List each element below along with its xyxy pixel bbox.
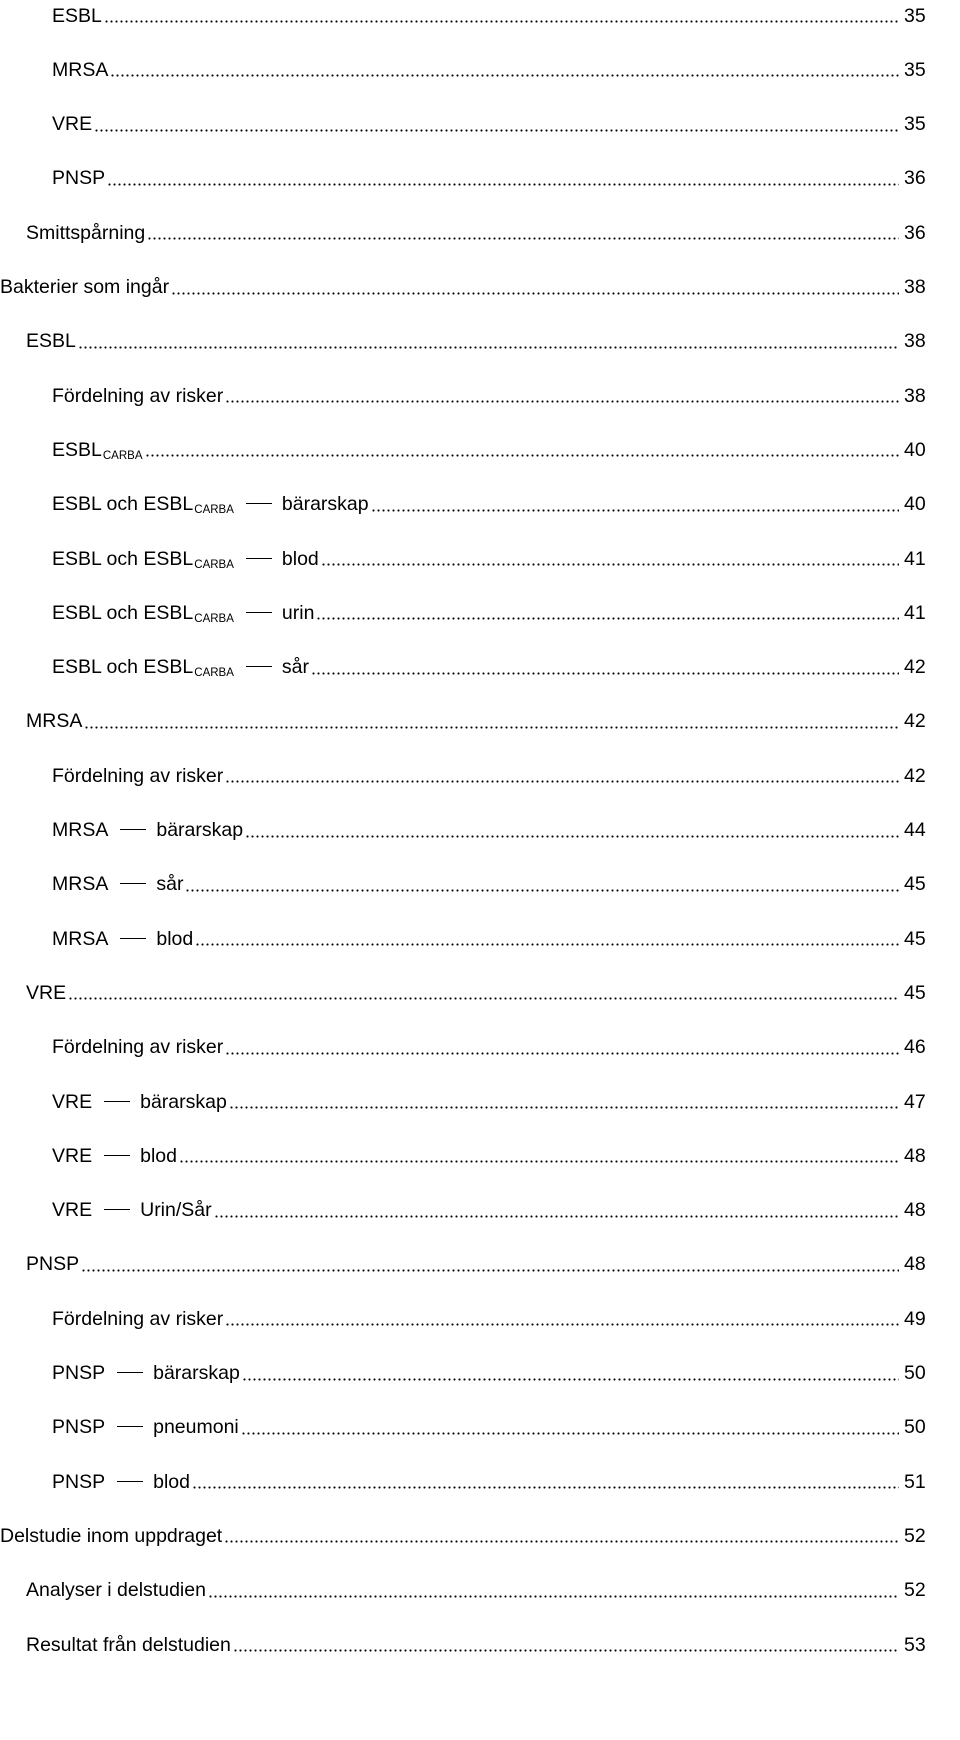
page-number: 50 — [904, 1362, 926, 1384]
dot-leader — [110, 74, 899, 77]
em-dash-separator — [117, 1426, 143, 1427]
toc-entry-text: VRE — [26, 981, 67, 1004]
toc-entry-text: ESBL och ESBL — [52, 601, 194, 624]
page-number: 51 — [904, 1470, 926, 1493]
toc-entry-text: ESBL — [26, 330, 76, 353]
toc-entry[interactable] — [0, 539, 960, 569]
toc-entry-label — [52, 547, 319, 571]
dot-leader — [245, 835, 899, 838]
toc-entry-text: Fördelning av risker — [52, 1307, 224, 1330]
toc-entry-text: PNSP — [26, 1253, 80, 1276]
page-number: 38 — [904, 276, 926, 298]
toc-entry-text: ESBL och ESBL — [52, 547, 194, 570]
toc-entry[interactable] — [0, 865, 960, 895]
toc-entry[interactable] — [0, 1082, 960, 1112]
page-number: 36 — [904, 221, 926, 244]
toc-entry-label — [52, 1307, 224, 1330]
toc-entry-text: VRE — [52, 1199, 93, 1222]
page-number: 45 — [904, 927, 926, 950]
dot-leader — [147, 237, 899, 240]
toc-entry[interactable] — [0, 1028, 960, 1058]
page-number: 49 — [904, 1307, 926, 1330]
dot-leader — [233, 1649, 899, 1652]
toc-entry[interactable] — [0, 376, 960, 406]
page-number: 42 — [904, 764, 926, 787]
toc-entry-label — [52, 1201, 212, 1221]
dot-leader — [225, 780, 899, 783]
toc-entry[interactable] — [0, 1462, 960, 1492]
em-dash-separator — [120, 829, 146, 830]
dot-leader — [84, 726, 899, 729]
dot-leader — [78, 346, 899, 349]
toc-entry-subscript: CARBA — [194, 667, 234, 680]
page-number: 47 — [904, 1090, 926, 1113]
toc-entry-text: PNSP — [52, 1470, 106, 1493]
page-number: 48 — [904, 1144, 926, 1167]
toc-entry-text: VRE — [52, 1144, 93, 1167]
toc-entry[interactable] — [0, 1516, 960, 1546]
toc-entry-label — [52, 658, 309, 678]
toc-entry-text: MRSA — [52, 58, 109, 81]
toc-entry-subtopic: urin — [281, 601, 315, 624]
toc-entry-label — [26, 712, 82, 732]
em-dash-separator — [246, 503, 272, 504]
toc-entry-label — [52, 115, 92, 135]
page-number: 35 — [904, 58, 926, 81]
toc-entry-text: PNSP — [52, 1416, 106, 1439]
dot-leader — [225, 1323, 899, 1326]
toc-entry-label — [52, 4, 102, 27]
toc-entry-label — [52, 875, 183, 895]
dot-leader — [107, 183, 899, 186]
toc-entry-label — [52, 495, 369, 515]
dot-leader — [171, 292, 899, 295]
dot-leader — [229, 1106, 899, 1109]
dot-leader — [242, 1378, 899, 1381]
page-number: 40 — [904, 438, 926, 461]
em-dash-separator — [104, 1155, 130, 1156]
toc-entry[interactable] — [0, 213, 960, 243]
toc-entry[interactable] — [0, 50, 960, 80]
toc-entry-label — [26, 221, 146, 244]
page-number: 48 — [904, 1253, 926, 1276]
toc-entry-subscript: CARBA — [194, 612, 234, 625]
toc-entry[interactable] — [0, 1625, 960, 1655]
toc-entry-text: Fördelning av risker — [52, 764, 224, 787]
toc-entry-subtopic: Urin/Sår — [140, 1199, 212, 1222]
page-number: 35 — [904, 4, 926, 27]
toc-entry[interactable] — [0, 485, 960, 515]
toc-entry-subscript: CARBA — [194, 504, 234, 517]
dot-leader — [371, 509, 899, 512]
toc-entry-label — [26, 981, 67, 1004]
toc-entry[interactable] — [0, 1136, 960, 1166]
toc-entry-text: VRE — [52, 113, 93, 136]
toc-entry[interactable] — [0, 268, 960, 298]
toc-entry-subtopic: blod — [281, 547, 319, 570]
page-number: 36 — [904, 167, 926, 190]
page-number: 40 — [904, 493, 926, 516]
page-number: 45 — [904, 873, 926, 896]
em-dash-separator — [246, 558, 272, 559]
toc-entry[interactable] — [0, 430, 960, 460]
page-number: 41 — [904, 547, 926, 570]
em-dash-separator — [104, 1209, 130, 1210]
toc-entry-subtopic: bärarskap — [281, 493, 369, 516]
dot-leader — [68, 997, 899, 1000]
page-number: 52 — [904, 1579, 926, 1602]
toc-entry-label — [26, 1581, 206, 1601]
page-number: 50 — [904, 1416, 926, 1439]
dot-leader — [185, 889, 899, 892]
toc-entry-label — [52, 1144, 177, 1167]
dot-leader — [145, 454, 900, 457]
toc-entry-label — [0, 1524, 223, 1547]
toc-entry[interactable] — [0, 1299, 960, 1329]
toc-entry-text: PNSP — [52, 167, 106, 190]
toc-entry-label — [26, 332, 76, 352]
page-number: 52 — [904, 1524, 926, 1547]
toc-entry-label — [52, 1038, 223, 1058]
toc-entry[interactable] — [0, 648, 960, 678]
toc-entry[interactable] — [0, 702, 960, 732]
page-number: 53 — [904, 1633, 926, 1656]
dot-leader — [225, 1052, 899, 1055]
toc-entry-text: Analyser i delstudien — [26, 1579, 206, 1602]
dot-leader — [192, 1486, 899, 1489]
toc-entry-text: Resultat från delstudien — [26, 1633, 231, 1656]
toc-entry-label — [0, 278, 169, 298]
toc-entry[interactable] — [0, 973, 960, 1003]
toc-entry-text: ESBL och ESBL — [52, 656, 194, 679]
toc-entry[interactable] — [0, 1191, 960, 1221]
toc-entry-label — [52, 384, 224, 407]
em-dash-separator — [246, 666, 272, 667]
toc-entry[interactable] — [0, 322, 960, 352]
em-dash-separator — [104, 1101, 130, 1102]
toc-entry-text: MRSA — [52, 819, 109, 841]
page-number: 38 — [904, 330, 926, 353]
toc-entry[interactable] — [0, 1571, 960, 1601]
toc-entry[interactable] — [0, 593, 960, 623]
toc-entry-text: Smittspårning — [26, 221, 146, 244]
dot-leader — [241, 1432, 899, 1435]
toc-entry[interactable] — [0, 0, 960, 26]
page-number: 41 — [904, 601, 926, 624]
toc-entry[interactable] — [0, 811, 960, 841]
page-number: 42 — [904, 656, 926, 679]
toc-entry-label — [26, 1255, 79, 1275]
dot-leader — [195, 943, 899, 946]
toc-entry-subscript: CARBA — [194, 558, 234, 571]
toc-entry-label — [52, 1470, 190, 1493]
em-dash-separator — [246, 612, 272, 613]
page-number: 35 — [904, 113, 926, 136]
page-number: 44 — [904, 819, 926, 841]
toc-entry[interactable] — [0, 159, 960, 189]
toc-entry[interactable] — [0, 756, 960, 786]
dot-leader — [214, 1215, 899, 1218]
toc-entry-text: MRSA — [52, 927, 109, 950]
page-number: 42 — [904, 710, 926, 733]
toc-entry[interactable] — [0, 105, 960, 135]
page-number: 46 — [904, 1036, 926, 1059]
toc-entry-label — [26, 1633, 231, 1656]
toc-entry-subtopic: bärarskap — [140, 1090, 227, 1113]
dot-leader — [224, 1540, 899, 1543]
dot-leader — [179, 1160, 899, 1163]
toc-entry-label — [52, 764, 224, 787]
dot-leader — [225, 400, 899, 403]
em-dash-separator — [117, 1372, 143, 1373]
toc-entry[interactable] — [0, 919, 960, 949]
toc-entry-label — [52, 1418, 239, 1438]
toc-entry-text: ESBL — [52, 4, 102, 27]
toc-entry[interactable] — [0, 1245, 960, 1275]
em-dash-separator — [120, 938, 146, 939]
toc-entry-text: ESBL — [52, 438, 102, 461]
dot-leader — [208, 1595, 899, 1598]
toc-entry-text: VRE — [52, 1090, 93, 1113]
toc-entry-label — [52, 1090, 227, 1113]
toc-entry-text: Fördelning av risker — [52, 1036, 224, 1059]
dot-leader — [94, 129, 899, 132]
dot-leader — [316, 617, 899, 620]
toc-entry-text: MRSA — [52, 873, 109, 896]
toc-entry-subtopic: sår — [281, 656, 309, 679]
dot-leader — [81, 1269, 899, 1272]
toc-entry-text: Bakterier som ingår — [0, 276, 170, 298]
em-dash-separator — [120, 883, 146, 884]
em-dash-separator — [117, 1481, 143, 1482]
toc-entry-label — [52, 58, 109, 81]
toc-entry-subtopic: blod — [140, 1144, 177, 1167]
toc-entry-subtopic: pneumoni — [153, 1416, 239, 1439]
toc-entry-label — [52, 438, 143, 462]
page-number: 45 — [904, 981, 926, 1004]
toc-entry-text: PNSP — [52, 1362, 106, 1384]
toc-entry-label — [52, 1364, 240, 1384]
dot-leader — [321, 563, 899, 566]
toc-entry-subtopic: sår — [156, 873, 184, 896]
dot-leader — [311, 672, 899, 675]
toc-entry[interactable] — [0, 1408, 960, 1438]
toc-entry-text: Delstudie inom uppdraget — [0, 1524, 223, 1547]
toc-entry-text: ESBL och ESBL — [52, 493, 194, 516]
toc-entry-text: MRSA — [26, 710, 83, 733]
toc-entry-label — [52, 927, 194, 950]
toc-entry-subtopic: blod — [153, 1470, 190, 1493]
toc-entry-text: Fördelning av risker — [52, 384, 224, 407]
toc-entry-label — [52, 601, 315, 625]
toc-entry-subtopic: bärarskap — [156, 819, 244, 841]
page-number: 48 — [904, 1199, 926, 1222]
dot-leader — [104, 20, 899, 23]
toc-entry-subscript: CARBA — [102, 449, 143, 462]
page-number: 38 — [904, 384, 926, 407]
toc-entry-subtopic: bärarskap — [153, 1362, 240, 1384]
toc-entry-label — [52, 169, 105, 189]
toc-entry-subtopic: blod — [156, 927, 194, 950]
toc-entry-label — [52, 821, 243, 841]
toc-entry[interactable] — [0, 1354, 960, 1384]
